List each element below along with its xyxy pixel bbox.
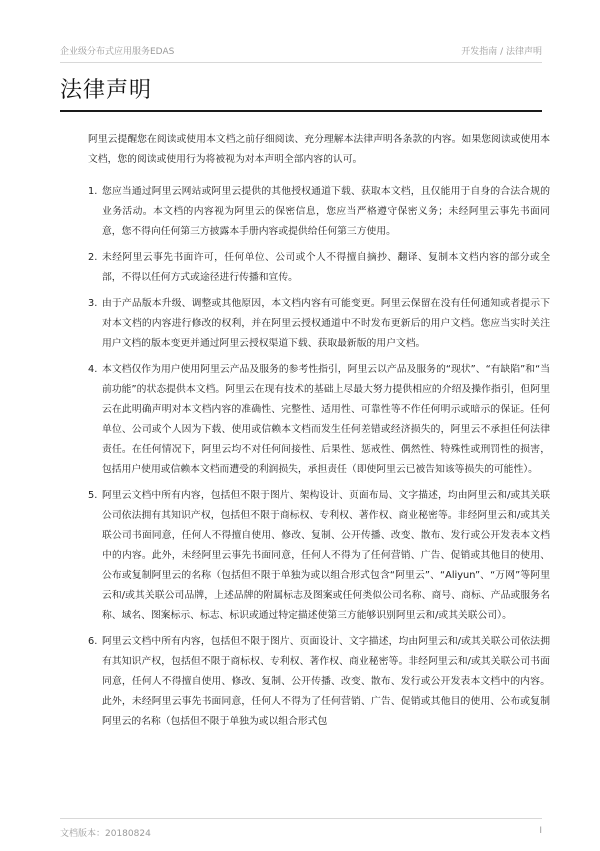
- clause-text: 由于产品版本升级、调整或其他原因，本文档内容有可能变更。阿里云保留在没有任何通知或者提示下对本文档的内容进行修改的权利，并在阿里云授权通道中不时发布更新后的用户文档。您应当实时关注用户文档的版本变更并通过阿里云授权渠道下载、获取最新版的用户文档。: [102, 298, 550, 349]
- clause-text: 未经阿里云事先书面许可，任何单位、公司或个人不得擅自摘抄、翻译、复制本文档内容的部分或全部，不得以任何方式或途径进行传播和宣传。: [102, 252, 550, 283]
- clause-number: 6.: [88, 636, 98, 647]
- clause-number: 4.: [88, 364, 98, 375]
- header-product-name: 企业级分布式应用服务EDAS: [60, 47, 175, 57]
- clause-text: 阿里云文档中所有内容，包括但不限于图片、页面设计、文字描述，均由阿里云和/或其关联公司依法拥有其知识产权，包括但不限于商标权、专利权、著作权、商业秘密等。非经阿里云和/或其关联公司书面同意，任何人不得擅自使用、修改、复制、公开传播、改变、散布、发行或公开发表本文档中的内容。此外，未经阿里云事先书面同意，任何人不得为了任何营销、广告、促销或其他目的使用、公布或复制阿里云的名称（包括但不限于单独为或以组合形式包: [102, 636, 550, 727]
- page-header: [60, 44, 542, 60]
- clause-text: 您应当通过阿里云网站或阿里云提供的其他授权通道下载、获取本文档，且仅能用于自身的合法合规的业务活动。本文档的内容视为阿里云的保密信息，您应当严格遵守保密义务；未经阿里云事先书面同意，您不得向任何第三方披露本手册内容或提供给任何第三方使用。: [102, 186, 550, 237]
- clause-number: 3.: [88, 298, 98, 309]
- clause-item: [88, 294, 550, 354]
- clause-item: [88, 182, 550, 242]
- clause-item: [88, 248, 550, 288]
- clause-text: 阿里云文档中所有内容，包括但不限于图片、架构设计、页面布局、文字描述，均由阿里云和/或其关联公司依法拥有其知识产权，包括但不限于商标权、专利权、著作权、商业秘密等。非经阿里云和/或其关联公司书面同意，任何人不得擅自使用、修改、复制、公开传播、改变、散布、发行或公开发表本文档中的内容。此外，未经阿里云事先书面同意，任何人不得为了任何营销、广告、促销或其他目的使用、公布或复制阿里云的名称（包括但不限于单独为或以组合形式包含“阿里云”、“Aliyun”、“万网”等阿里云和/或其关联公司品牌，上述品牌的附属标志及图案或任何类似公司名称、商号、商标、产品或服务名称、域名、图案标示、标志、标识或通过特定描述使第三方能够识别阿里云和/或其关联公司）。: [102, 490, 550, 621]
- clause-text: 本文档仅作为用户使用阿里云产品及服务的参考性指引，阿里云以产品及服务的“现状”、“有缺陷”和“当前功能”的状态提供本文档。阿里云在现有技术的基础上尽最大努力提供相应的介绍及操作指引，但阿里云在此明确声明对本文档内容的准确性、完整性、适用性、可靠性等不作任何明示或暗示的保证。任何单位、公司或个人因为下载、使用或信赖本文档而发生任何差错或经济损失的，阿里云不承担任何法律责任。在任何情况下，阿里云均不对任何间接性、后果性、惩戒性、偶然性、特殊性或刑罚性的损害，包括用户使用或信赖本文档而遭受的利润损失，承担责任（即使阿里云已被告知该等损失的可能性）。: [102, 364, 550, 475]
- clause-item: [88, 486, 550, 626]
- clause-item: [88, 632, 550, 732]
- clause-number: 1.: [88, 186, 98, 197]
- footer-page-number: I: [539, 826, 542, 836]
- header-breadcrumb: 开发指南 / 法律声明: [461, 47, 542, 57]
- footer-divider: [60, 818, 542, 819]
- clause-number: 5.: [88, 490, 98, 501]
- footer-version: 文档版本：20180824: [60, 829, 151, 839]
- intro-paragraph: 阿里云提醒您在阅读或使用本文档之前仔细阅读、充分理解本法律声明各条款的内容。如果您阅读或使用本文档，您的阅读或使用行为将被视为对本声明全部内容的认可。: [88, 134, 550, 165]
- document-body: [88, 130, 550, 738]
- clause-list: [88, 182, 550, 732]
- header-divider: [60, 62, 542, 63]
- clause-number: 2.: [88, 252, 98, 263]
- clause-item: [88, 360, 550, 480]
- title-divider: [60, 110, 542, 112]
- page-title: 法律声明: [60, 78, 153, 103]
